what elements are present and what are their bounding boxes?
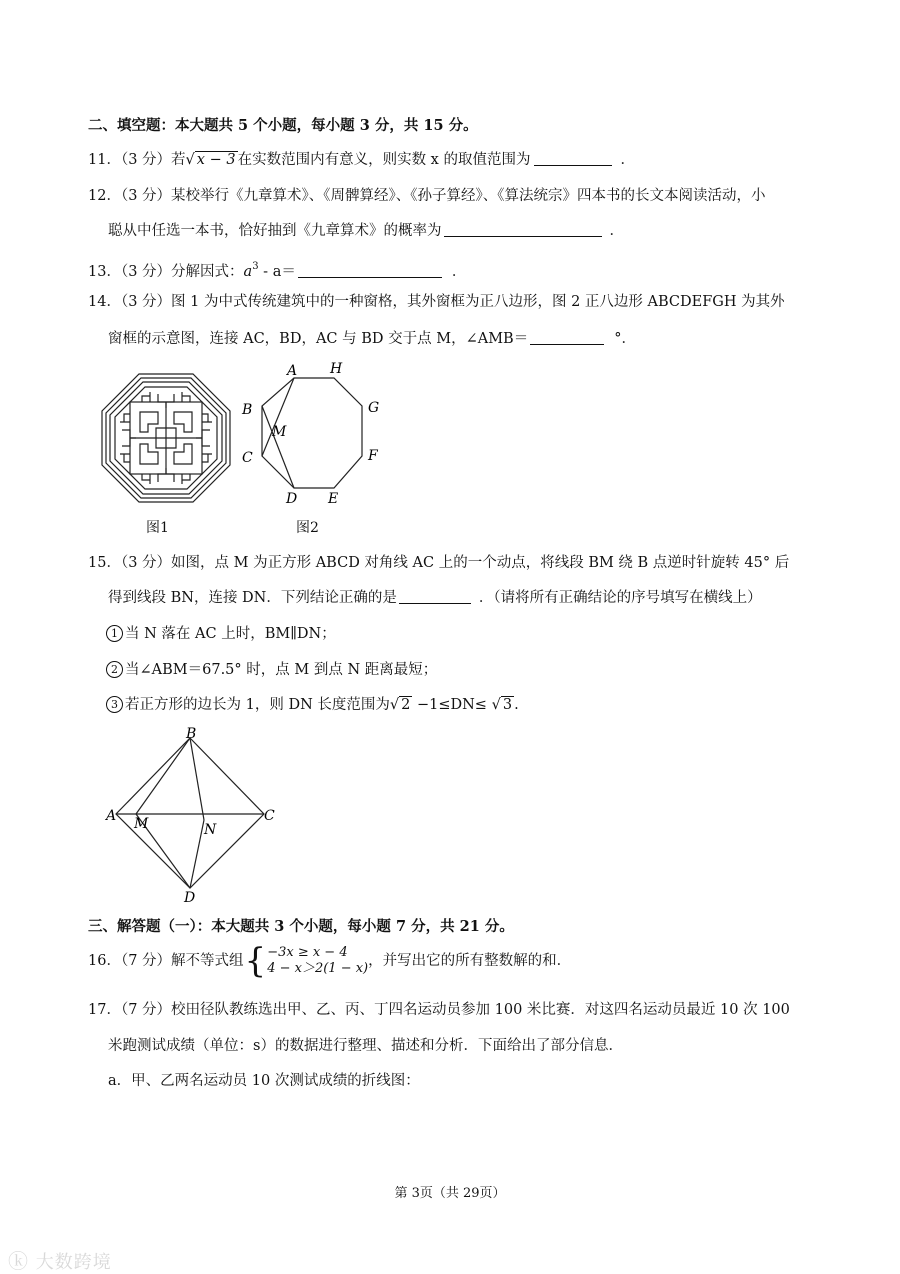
question-16 — [88, 941, 572, 981]
figure-2-caption: 图2 — [296, 520, 319, 536]
logo-icon: ⓚ — [8, 1249, 29, 1273]
label-d: D — [184, 890, 196, 906]
label-c: C — [264, 808, 275, 824]
question-14-end: °． — [614, 331, 636, 347]
question-12-line2 — [108, 221, 624, 241]
option-2-text: 当∠ABM＝67.5° 时，点 M 到点 N 距离最短； — [125, 662, 438, 678]
section-heading-fill-in: 二、填空题：本大题共 5 个小题，每小题 3 分，共 15 分。 — [88, 117, 478, 134]
question-14-line2 — [108, 329, 636, 349]
question-15-option-2 — [106, 660, 437, 680]
label-a: A — [106, 808, 117, 824]
question-15-option-1 — [106, 624, 336, 644]
answer-blank — [534, 151, 612, 166]
question-15-text-end: ．（请将所有正确结论的序号填写在横线上） — [478, 590, 762, 606]
question-13 — [88, 257, 466, 282]
sqrt-3: √ 3 — [491, 697, 513, 713]
question-12-end: ． — [609, 223, 624, 239]
question-12-line1: 12．（3 分）某校举行《九章算术》、《周髀算经》、《孙子算经》、《算法统宗》四本书的长文本阅读活动，小 — [88, 188, 766, 204]
question-14-text: 窗框的示意图，连接 AC，BD，AC 与 BD 交于点 M，∠AMB＝ — [108, 331, 529, 347]
label-a: A — [287, 363, 298, 379]
brace-icon: { — [244, 941, 267, 981]
section-heading-solve: 三、解答题（一）：本大题共 3 个小题，每小题 7 分，共 21 分。 — [88, 918, 514, 935]
square-outline — [116, 738, 264, 888]
segment-bm — [136, 738, 190, 814]
figure-1-window-lattice — [100, 372, 232, 504]
label-b: B — [186, 726, 197, 742]
circled-number-1: 1 — [106, 625, 123, 642]
question-17-line1: 17．（7 分）校田径队教练选出甲、乙、丙、丁四名运动员参加 100 米比赛．对这四名运动员最近 10 次 100 — [88, 1002, 790, 1018]
radicand-3: 3 — [502, 697, 513, 713]
label-m: M — [272, 424, 287, 440]
label-m: M — [134, 816, 149, 832]
label-e: E — [328, 491, 339, 507]
watermark-logo — [8, 1245, 112, 1274]
question-13-text: 13．（3 分）分解因式： — [88, 264, 244, 280]
label-d: D — [286, 491, 298, 507]
question-15-line2 — [108, 588, 762, 608]
question-17-line3: a．甲、乙两名运动员 10 次测试成绩的折线图： — [108, 1073, 420, 1089]
question-11-end: ． — [620, 152, 635, 168]
question-14-line1: 14．（3 分）图 1 为中式传统建筑中的一种窗格，其外窗框为正八边形，图 2 正八边形 ABCDEFGH 为其外 — [88, 294, 785, 310]
question-13-end: ． — [451, 264, 467, 280]
question-15-text: 得到线段 BN，连接 DN．下列结论正确的是 — [108, 590, 397, 606]
answer-blank — [530, 330, 604, 345]
question-12-text: 聪从中任选一本书，恰好抽到《九章算术》的概率为 — [108, 223, 442, 239]
option-3-text: 若正方形的边长为 1，则 DN 长度范围为 — [125, 697, 390, 713]
figure-square-abcd — [104, 726, 284, 906]
question-13-expr: - a＝ — [258, 264, 296, 280]
label-g: G — [368, 400, 380, 416]
inequality-1: −3x ≥ x − 4 — [267, 945, 348, 960]
circled-number-2: 2 — [106, 661, 123, 678]
page-footer: 第 3页（共 29页） — [394, 1186, 506, 1201]
question-16-rest: ，并写出它的所有整数解的和． — [368, 953, 572, 969]
answer-blank — [399, 589, 471, 604]
label-c: C — [242, 450, 253, 466]
figure-2-octagon — [236, 358, 386, 508]
inequality-2: 4 − x＞2(1 − x) — [267, 961, 369, 976]
question-16-text: 16．（7 分）解不等式组 — [88, 953, 244, 969]
radicand-2: 2 — [401, 697, 411, 713]
watermark-text: 大数跨境 — [35, 1252, 112, 1273]
sqrt-2: √ 2 — [389, 697, 411, 713]
question-15-option-3 — [106, 695, 519, 715]
answer-blank — [444, 222, 602, 237]
question-11-number: 11． — [88, 152, 121, 168]
sqrt-expression: √ x − 3 — [185, 152, 236, 168]
var-a: a — [243, 264, 253, 280]
answer-blank — [298, 263, 442, 278]
segment-nd — [190, 820, 204, 888]
label-f: F — [368, 448, 378, 464]
label-h: H — [330, 361, 343, 377]
option-1-text: 当 N 落在 AC 上时，BM∥DN； — [125, 626, 336, 642]
figure-1-caption: 图1 — [146, 520, 169, 536]
radicand: x − 3 — [196, 152, 236, 168]
question-11-score: （3 分）若 — [120, 152, 186, 168]
exponent: 3 — [252, 261, 259, 272]
question-15-line1: 15．（3 分）如图，点 M 为正方形 ABCD 对角线 AC 上的一个动点，将线段 BM 绕 B 点逆时针旋转 45° 后 — [88, 555, 790, 571]
question-17-line2: 米跑测试成绩（单位：s）的数据进行整理、描述和分析．下面给出了部分信息． — [108, 1038, 623, 1054]
question-11-text: 在实数范围内有意义，则实数 x 的取值范围为 — [237, 152, 531, 168]
question-11 — [88, 150, 635, 170]
inequality-system — [267, 945, 368, 977]
label-n: N — [204, 822, 217, 838]
circled-number-3: 3 — [106, 696, 123, 713]
option-3-ineq: −1≤DN≤ — [412, 697, 492, 713]
label-b: B — [242, 402, 253, 418]
option-3-end: . — [514, 697, 519, 713]
